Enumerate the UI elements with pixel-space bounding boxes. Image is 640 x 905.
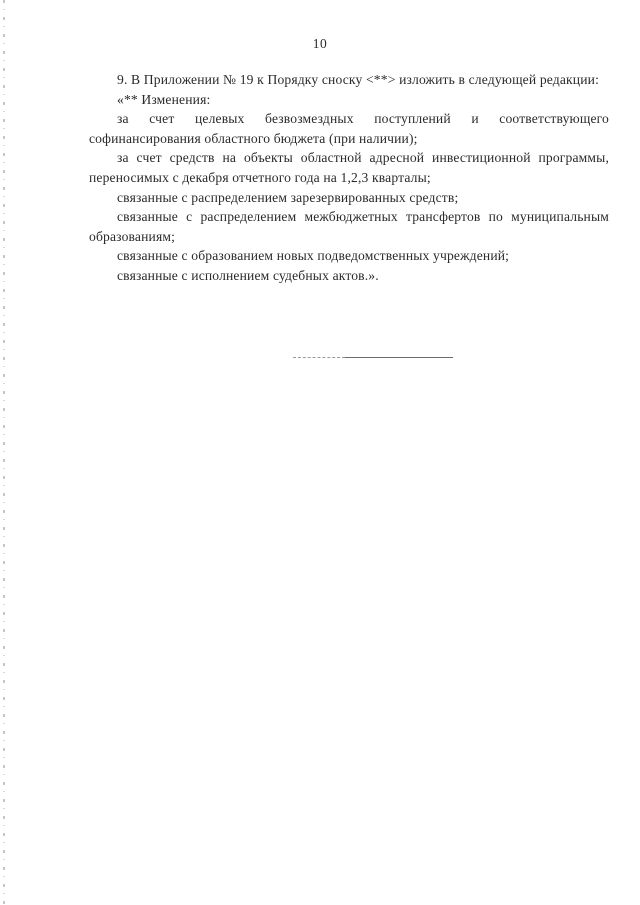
scan-edge-artifact [3, 0, 5, 905]
end-separator-line [293, 357, 453, 358]
paragraph-item-9: 9. В Приложении № 19 к Порядку сноску <**> изложить в следующей редакции: [117, 72, 599, 87]
footnote-line-targeted-receipts: за счет целевых безвозмездных поступлений и соответствующего софинансирования областного бюджета (при наличии); [89, 111, 609, 146]
document-body [89, 70, 609, 286]
footnote-line-investment-program: за счет средств на объекты областной адресной инвестиционной программы, переносимых с декабря отчетного года на 1,2,3 кварталы; [89, 150, 609, 185]
footnote-heading: «** Изменения: [117, 91, 211, 107]
footnote-line-reserved-funds: связанные с распределением зарезервированных средств; [117, 189, 459, 205]
footnote-line-interbudget-transfers: связанные с распределением межбюджетных трансфертов по муниципальным образованиям; [89, 209, 609, 244]
footnote-line-court-acts: связанные с исполнением судебных актов.». [117, 267, 379, 283]
footnote-line-new-institutions: связанные с образованием новых подведомственных учреждений; [117, 248, 510, 264]
page-number: 10 [312, 36, 328, 51]
